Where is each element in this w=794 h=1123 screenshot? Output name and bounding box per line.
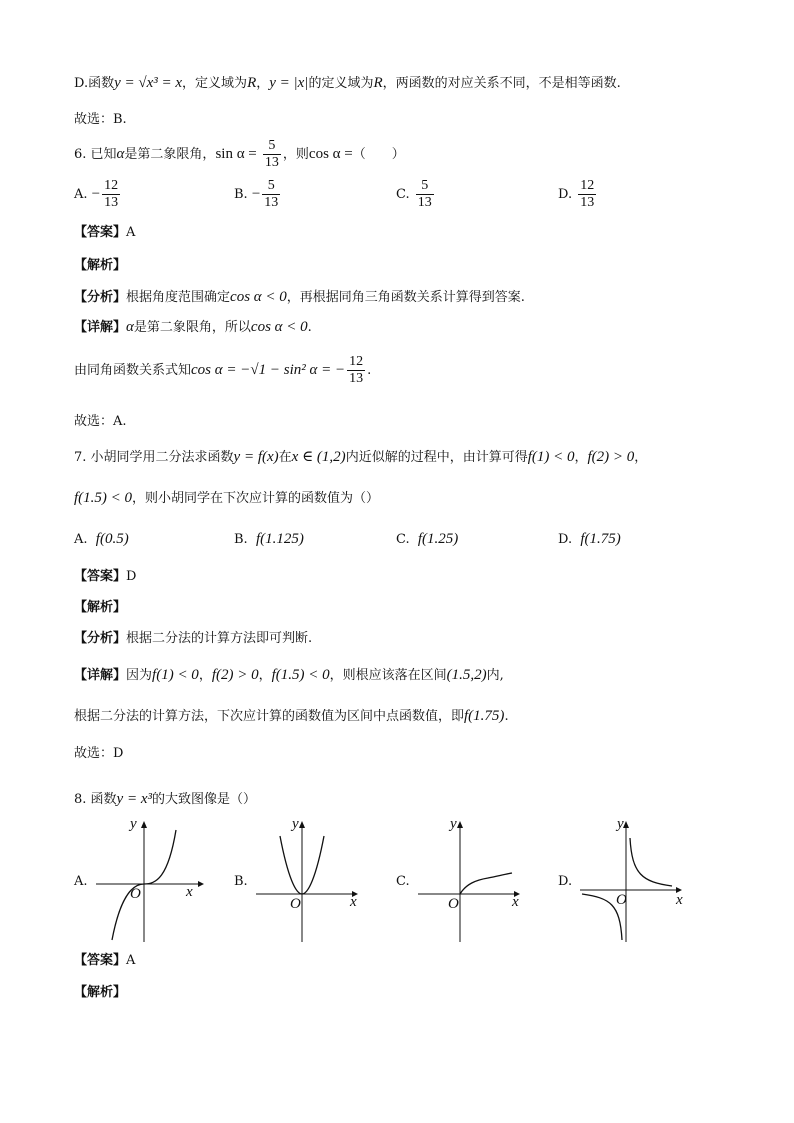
denominator: 13 xyxy=(417,195,432,210)
math: cos α = xyxy=(308,146,353,162)
q7-choice: 故选：D xyxy=(74,746,124,761)
math-R: R xyxy=(247,75,257,91)
y-label: y xyxy=(130,816,137,832)
xiangjie-tag: 【详解】 xyxy=(74,320,127,335)
y-label: y xyxy=(617,816,624,832)
text: ，定义域为 xyxy=(182,76,248,91)
option-value: f(0.5) xyxy=(95,531,129,547)
origin-label: O xyxy=(290,896,301,912)
text: 内, xyxy=(486,668,504,683)
math: (1.5,2) xyxy=(446,667,487,683)
q7-line3 xyxy=(74,707,509,726)
denominator: 13 xyxy=(104,195,119,210)
origin-label: O xyxy=(130,886,141,902)
math: cos α = −√1 − sin² α = − xyxy=(191,362,346,378)
x-label: x xyxy=(676,892,683,908)
text: ，则根应该落在区间 xyxy=(329,668,447,683)
curve-root xyxy=(460,873,512,894)
text: . xyxy=(504,709,509,724)
text: . xyxy=(367,363,372,378)
text: （ ） xyxy=(352,147,405,162)
xiangjie-tag: 【详解】 xyxy=(74,668,127,683)
fenxi-tag: 【分析】 xyxy=(74,290,127,305)
text: 内近似解的过程中，由计算可得 xyxy=(345,450,528,465)
fenxi-tag: 【分析】 xyxy=(74,631,127,646)
q8-answer xyxy=(74,952,135,970)
option-letter: D. xyxy=(558,532,573,547)
text: 根据二分法的计算方法，下次应计算的函数值为区间中点函数值，即 xyxy=(74,709,465,724)
q7-stem-line1 xyxy=(74,448,647,467)
text: ， xyxy=(634,450,648,465)
fraction xyxy=(416,178,434,211)
q6-xiangjie xyxy=(74,318,312,337)
text: 8. 函数 xyxy=(74,792,117,807)
x-label: x xyxy=(512,894,519,910)
text: 的大致图像是（） xyxy=(151,792,256,807)
math-alpha: α xyxy=(116,146,125,162)
q7-option-c xyxy=(396,531,458,548)
math: f(1) < 0 xyxy=(527,449,575,465)
text: ，再根据同角三角函数关系计算得到答案. xyxy=(286,290,525,305)
math: f(2) > 0 xyxy=(211,667,259,683)
math-eq: y = |x| xyxy=(269,75,309,91)
numerator: 12 xyxy=(580,178,595,193)
numerator: 5 xyxy=(262,178,280,195)
q8-jiexi xyxy=(74,984,126,1002)
text: 因为 xyxy=(126,668,153,683)
q5-choice: 故选：B. xyxy=(74,112,127,127)
denominator: 13 xyxy=(264,155,279,170)
q7-answer xyxy=(74,568,136,586)
math-eq: y = √x³ = x xyxy=(114,75,183,91)
option-letter: A. xyxy=(74,187,88,202)
fraction xyxy=(578,178,596,211)
math: cos α < 0 xyxy=(230,289,287,305)
curve-hyperbola-right xyxy=(630,838,672,886)
answer-value: D xyxy=(126,569,137,584)
text: 是第二象限角，所以 xyxy=(133,320,251,335)
math-alpha: α xyxy=(126,319,134,335)
math: sin α = xyxy=(215,146,257,162)
math: f(1) < 0 xyxy=(152,667,199,683)
fraction xyxy=(347,354,365,387)
sign: − xyxy=(91,186,101,202)
x-label: x xyxy=(186,884,193,900)
option-letter: A. xyxy=(74,532,88,547)
q8-graph-c xyxy=(414,818,526,948)
q7-option-a xyxy=(74,531,129,548)
text: ，则小胡同学在下次应计算的函数值为（） xyxy=(132,491,380,506)
sign: − xyxy=(251,186,261,202)
q6-fenxi xyxy=(74,288,525,307)
q7-option-b xyxy=(234,531,304,548)
fraction xyxy=(102,178,120,211)
q6-option-b xyxy=(234,178,282,211)
text: ， xyxy=(256,76,270,91)
option-letter: B. xyxy=(234,187,248,202)
math: f(1.5) < 0 xyxy=(271,667,330,683)
option-letter: C. xyxy=(396,532,410,547)
text: ，两函数的对应关系不同，不是相等函数. xyxy=(382,76,621,91)
answer-tag: 【答案】 xyxy=(74,569,127,584)
q6-option-a xyxy=(74,178,122,211)
y-label: y xyxy=(450,816,457,832)
text: 是第二象限角， xyxy=(124,147,216,162)
math: y = f(x) xyxy=(233,449,279,465)
math: f(2) > 0 xyxy=(587,449,635,465)
q6-option-c xyxy=(396,178,436,211)
analysis-tag: 【解析】 xyxy=(74,985,127,1000)
answer-value: A xyxy=(126,953,136,968)
text: 根据角度范围确定 xyxy=(126,290,231,305)
q6-answer xyxy=(74,224,135,242)
option-letter: D. xyxy=(558,187,573,202)
q8-graph-a xyxy=(90,818,210,948)
option-value: f(1.25) xyxy=(417,531,459,547)
analysis-tag: 【解析】 xyxy=(74,258,127,273)
text: ，则 xyxy=(282,147,309,162)
text: ， xyxy=(574,450,588,465)
math: f(1.75) xyxy=(464,708,505,724)
x-label: x xyxy=(350,894,357,910)
answer-tag: 【答案】 xyxy=(74,953,127,968)
q6-option-d xyxy=(558,178,598,211)
math: y = x³ xyxy=(116,791,152,807)
q5-d-line xyxy=(74,74,621,93)
x-arrow xyxy=(198,881,204,887)
numerator: 12 xyxy=(104,178,119,193)
q6-jiexi xyxy=(74,257,126,275)
q8-option-c-letter: C. xyxy=(396,874,410,889)
fraction xyxy=(262,178,280,211)
origin-label: O xyxy=(448,896,459,912)
y-arrow xyxy=(141,821,147,828)
text: 在 xyxy=(278,450,292,465)
q7-stem-line2 xyxy=(74,489,379,508)
y-arrow xyxy=(299,821,305,828)
math: x ∈ (1,2) xyxy=(291,449,346,465)
text: D.函数 xyxy=(74,76,115,91)
q6-stem xyxy=(74,136,405,173)
text: ， xyxy=(198,668,212,683)
q6-choice: 故选：A. xyxy=(74,414,127,429)
option-value: f(1.125) xyxy=(255,531,304,547)
y-label: y xyxy=(292,816,299,832)
text: 根据二分法的计算方法即可判断. xyxy=(126,631,313,646)
q8-graph-d xyxy=(576,818,688,948)
math: f(1.5) < 0 xyxy=(74,490,133,506)
analysis-tag: 【解析】 xyxy=(74,600,127,615)
q7-jiexi xyxy=(74,599,126,617)
q8-option-a-letter: A. xyxy=(74,874,88,889)
q8-stem xyxy=(74,790,256,809)
option-value: f(1.75) xyxy=(580,531,621,547)
denominator: 13 xyxy=(580,195,595,210)
answer-value: A xyxy=(126,225,136,240)
numerator: 5 xyxy=(263,138,281,155)
denominator: 13 xyxy=(264,195,279,210)
text: 的定义域为 xyxy=(308,76,374,91)
q7-fenxi xyxy=(74,630,312,648)
fraction xyxy=(263,138,281,171)
text: ， xyxy=(258,668,272,683)
text: . xyxy=(307,320,312,335)
q7-xiangjie xyxy=(74,666,504,685)
text: 由同角函数关系式知 xyxy=(74,363,192,378)
origin-label: O xyxy=(616,892,627,908)
text: 7. 小胡同学用二分法求函数 xyxy=(74,450,234,465)
q8-graph-b xyxy=(252,818,364,948)
q8-option-d-letter: D. xyxy=(558,874,573,889)
denominator: 13 xyxy=(349,371,364,386)
q6-derive xyxy=(74,352,371,389)
text: 6. 已知 xyxy=(74,147,117,162)
q8-option-b-letter: B. xyxy=(234,874,248,889)
y-arrow xyxy=(457,821,463,828)
math-R: R xyxy=(373,75,383,91)
q7-option-d xyxy=(558,531,621,548)
numerator: 12 xyxy=(349,354,364,369)
numerator: 5 xyxy=(416,178,434,195)
option-letter: C. xyxy=(396,187,410,202)
answer-tag: 【答案】 xyxy=(74,225,127,240)
option-letter: B. xyxy=(234,532,248,547)
math: cos α < 0 xyxy=(250,319,308,335)
